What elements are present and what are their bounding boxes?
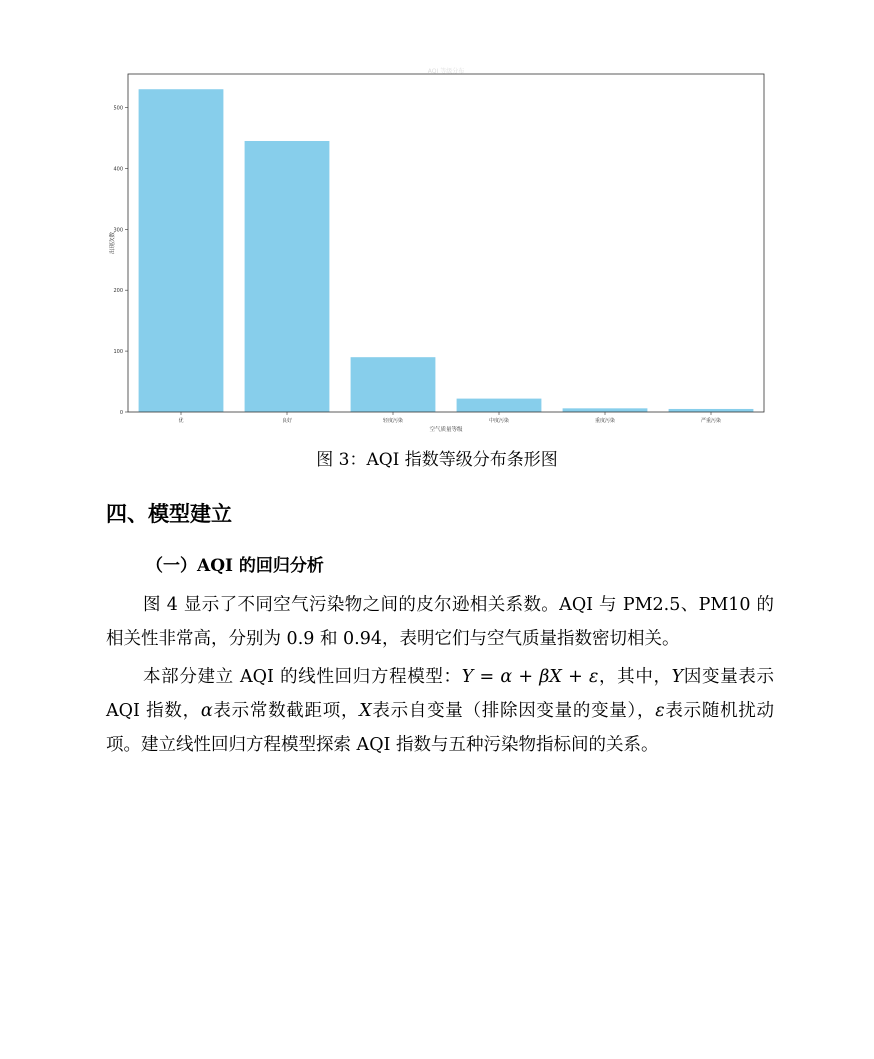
para2-text-c: 因变量表示 AQI 指数，	[106, 667, 775, 721]
symbol-epsilon: ε	[655, 701, 665, 721]
bar-2	[351, 357, 436, 412]
aqi-level-bar-chart	[106, 66, 776, 436]
symbol-alpha: α	[200, 701, 213, 721]
section-heading: 四、模型建立	[106, 502, 232, 526]
chart-canvas	[106, 66, 776, 436]
sub-heading: （一）AQI 的回归分析	[146, 556, 324, 576]
bar-0	[139, 89, 224, 412]
y-tick-label-4: 400	[113, 166, 123, 173]
para2-text-b: ，其中，	[598, 667, 672, 687]
figure-caption: 图 3：AQI 指数等级分布条形图	[316, 450, 558, 470]
para2-text-f: 表示随机扰动项。建立线性回归方程模型探索 AQI 指数与五种污染物指标间的关系。	[106, 701, 775, 755]
paragraph-regression-model	[106, 660, 774, 762]
chart-title: AQI 等级分布	[427, 68, 465, 75]
y-tick-label-0: 0	[119, 410, 123, 416]
symbol-y: Y	[671, 667, 684, 687]
para2-text-d: 表示常数截距项，	[212, 701, 360, 721]
x-tick-label-4: 重度污染	[594, 418, 616, 424]
bar-3	[457, 399, 542, 412]
x-axis-label: 空气质量等级	[429, 427, 463, 433]
para2-text-a: 本部分建立 AQI 的线性回归方程模型：	[143, 667, 462, 687]
symbol-x: X	[359, 701, 372, 721]
regression-formula: Y = α + βX + ε	[461, 667, 599, 687]
x-tick-label-2: 轻度污染	[382, 418, 404, 424]
y-axis-label: 出现次数	[110, 231, 116, 255]
x-tick-label-3: 中度污染	[488, 418, 510, 424]
y-tick-label-1: 100	[113, 349, 123, 356]
bar-4	[563, 408, 648, 412]
y-tick-label-3: 300	[113, 227, 123, 234]
paragraph-correlation: 图 4 显示了不同空气污染物之间的皮尔逊相关系数。AQI 与 PM2.5、PM10 的相关性非常高，分别为 0.9 和 0.94，表明它们与空气质量指数密切相关。	[106, 595, 774, 649]
y-tick-label-2: 200	[113, 288, 123, 295]
x-tick-label-5: 严重污染	[700, 418, 722, 424]
x-tick-label-1: 良好	[281, 418, 293, 424]
y-tick-label-5: 500	[113, 105, 123, 112]
para2-text-e: 表示自变量（排除因变量的变量），	[371, 701, 656, 721]
bar-5	[669, 409, 754, 412]
x-tick-label-0: 优	[178, 418, 184, 424]
bar-1	[245, 141, 330, 412]
